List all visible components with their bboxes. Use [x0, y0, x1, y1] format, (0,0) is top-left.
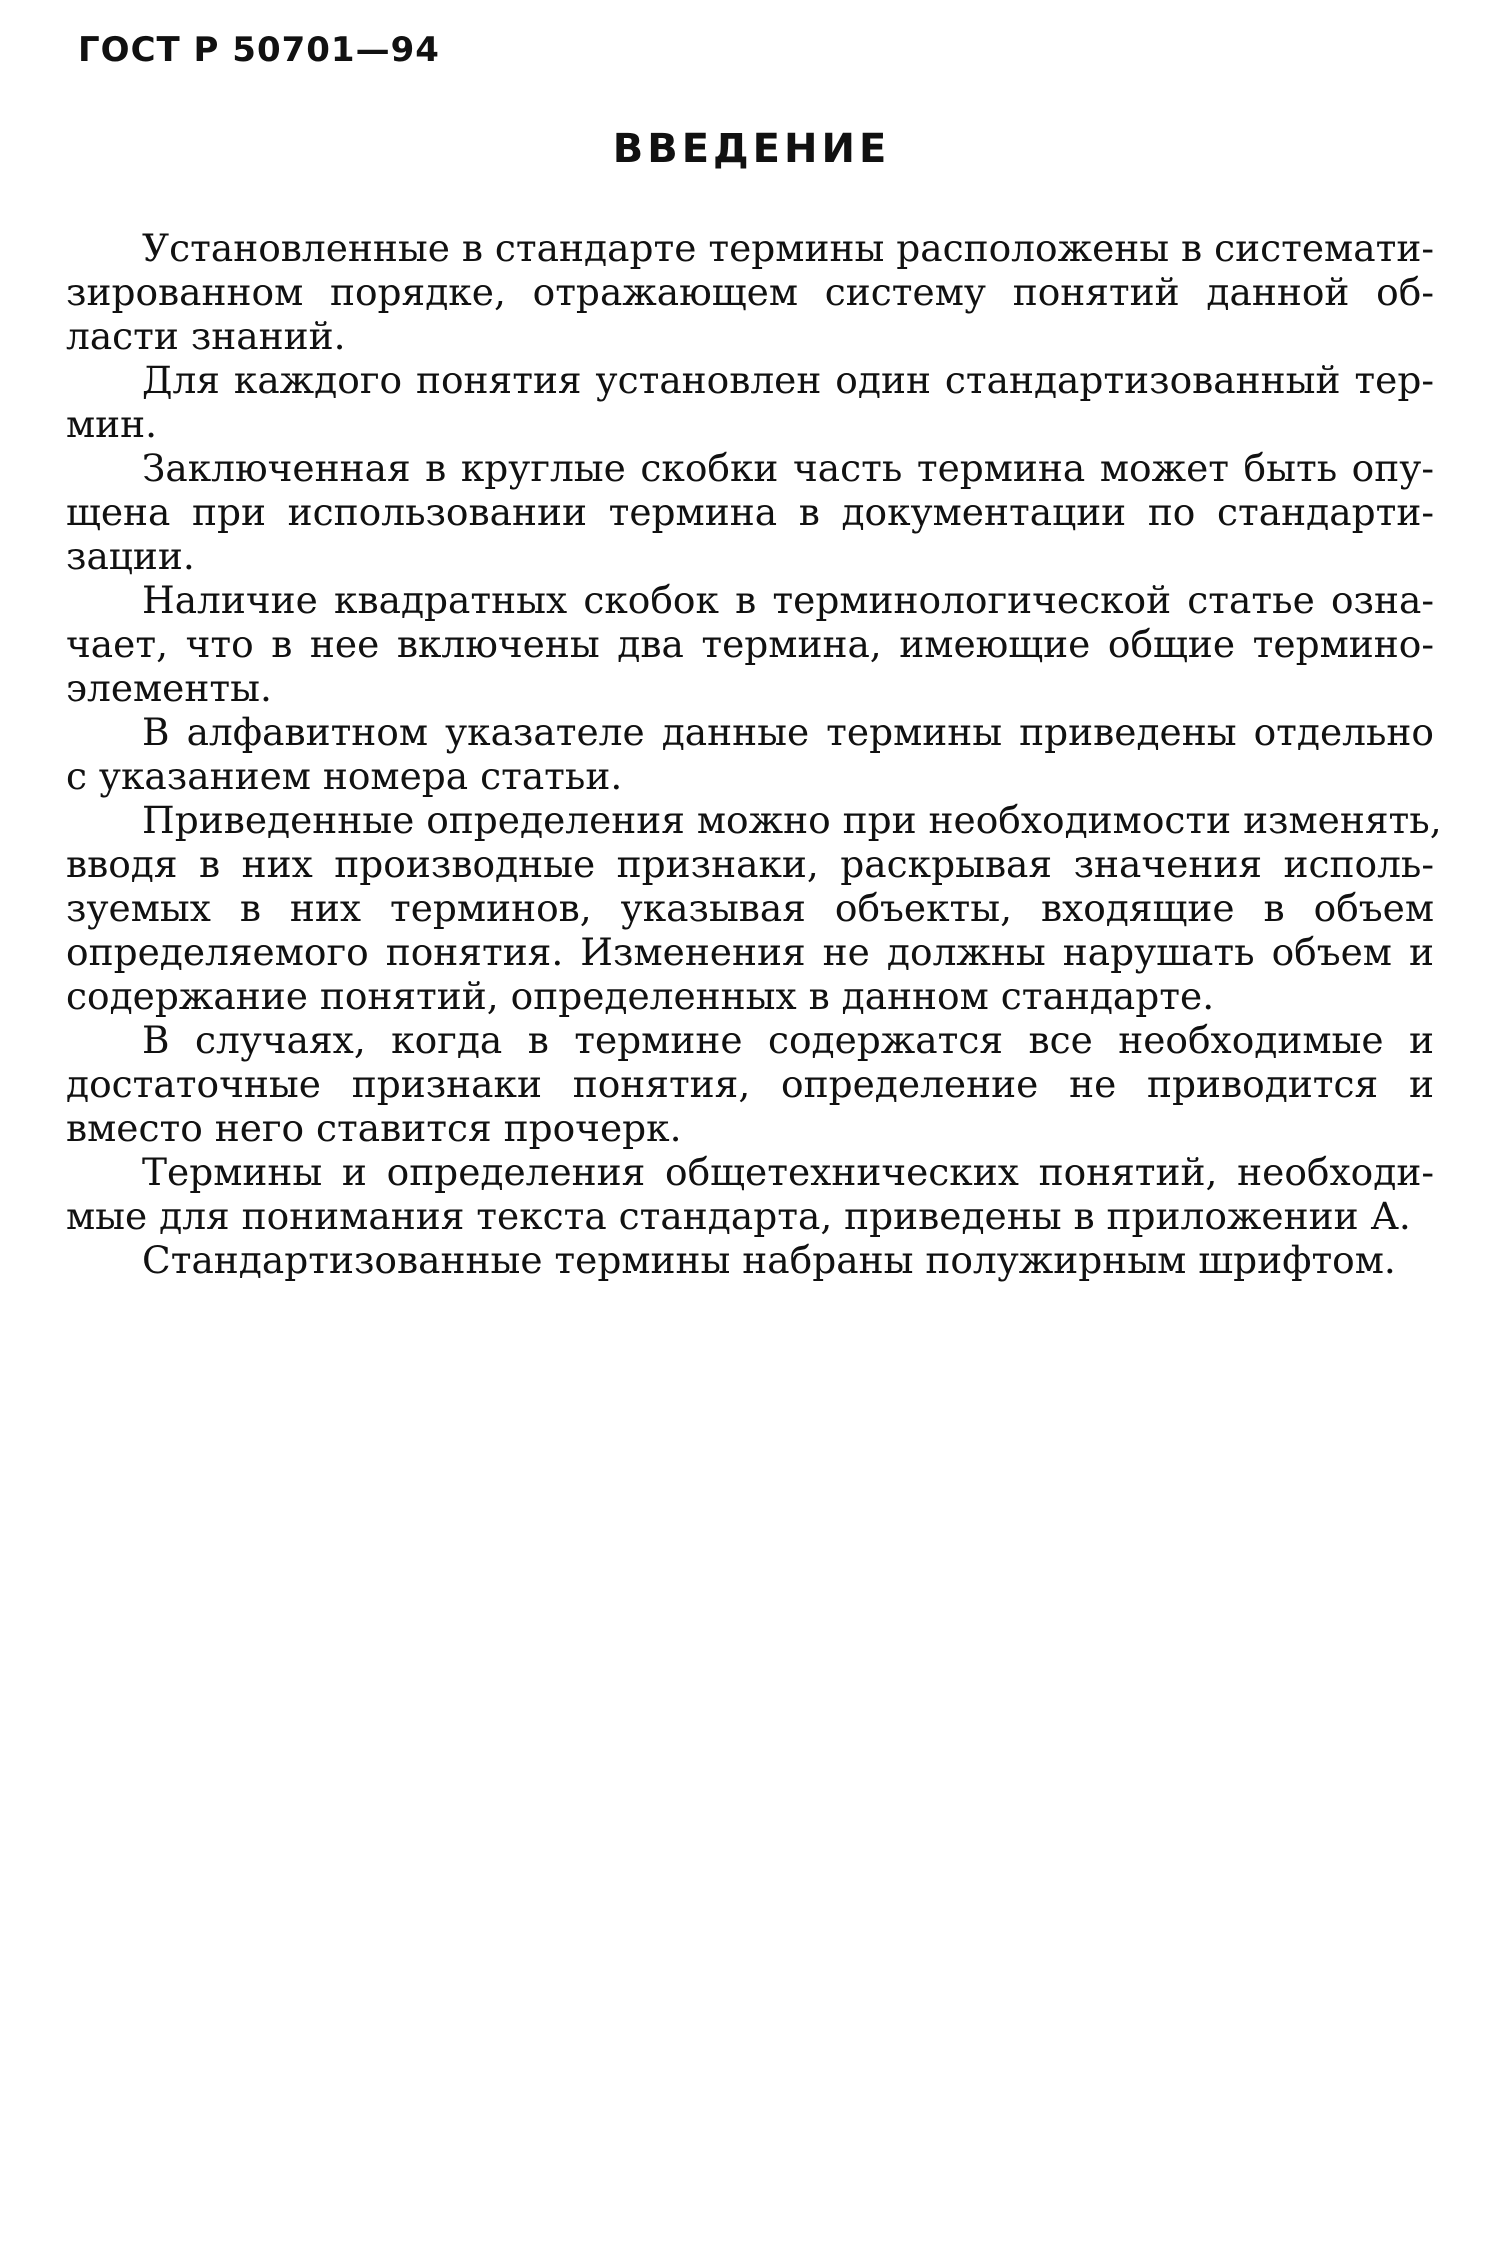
text-line: Стандартизованные термины набраны полужирным шрифтом.	[142, 1238, 1396, 1282]
paragraph-appendix-a	[66, 1150, 1434, 1238]
text-line: Установленные в стандарте термины расположены в системати-	[142, 226, 1434, 270]
text-line: зированном порядке, отражающем систему понятий данной об-	[66, 270, 1434, 314]
text-line: ласти знаний.	[66, 314, 346, 358]
introduction-body	[66, 226, 1442, 1282]
text-line: мин.	[66, 402, 158, 446]
paragraph-definitions-change	[66, 798, 1442, 1018]
text-line: Для каждого понятия установлен один стандартизованный тер-	[142, 358, 1434, 402]
text-line: Наличие квадратных скобок в терминологической статье озна-	[142, 578, 1434, 622]
text-line: щена при использовании термина в документации по стандарти-	[66, 490, 1434, 534]
text-line: Заключенная в круглые скобки часть термина может быть опу-	[142, 446, 1434, 490]
page-title: ВВЕДЕНИЕ	[612, 126, 891, 172]
text-line: мые для понимания текста стандарта, приведены в приложении А.	[66, 1194, 1411, 1238]
text-line: зации.	[66, 534, 195, 578]
paragraph-alphabetical-index	[66, 710, 1434, 798]
text-line: зуемых в них терминов, указывая объекты, входящие в объем	[66, 886, 1434, 930]
text-line: Приведенные определения можно при необходимости изменять,	[142, 798, 1442, 842]
text-line: содержание понятий, определенных в данном стандарте.	[66, 974, 1215, 1018]
paragraph-single-term	[66, 358, 1434, 446]
text-line: В алфавитном указателе данные термины приведены отдельно	[142, 710, 1434, 754]
text-line: Термины и определения общетехнических понятий, необходи-	[142, 1150, 1434, 1194]
paragraph-square-brackets	[66, 578, 1434, 710]
paragraph-bold-font	[66, 1238, 1434, 1282]
text-line: чает, что в нее включены два термина, имеющие общие термино-	[66, 622, 1434, 666]
paragraph-round-brackets	[66, 446, 1434, 578]
text-line: элементы.	[66, 666, 272, 710]
paragraph-terms-order	[66, 226, 1434, 358]
paragraph-dash-definition	[66, 1018, 1434, 1150]
text-line: определяемого понятия. Изменения не должны нарушать объем и	[66, 930, 1434, 974]
text-line: достаточные признаки понятия, определение не приводится и	[66, 1062, 1434, 1106]
text-line: с указанием номера статьи.	[66, 754, 623, 798]
text-line: вместо него ставится прочерк.	[66, 1106, 682, 1150]
text-line: В случаях, когда в термине содержатся все необходимые и	[142, 1018, 1434, 1062]
document-code-header: ГОСТ Р 50701—94	[78, 30, 440, 70]
text-line: вводя в них производные признаки, раскрывая значения исполь-	[66, 842, 1434, 886]
